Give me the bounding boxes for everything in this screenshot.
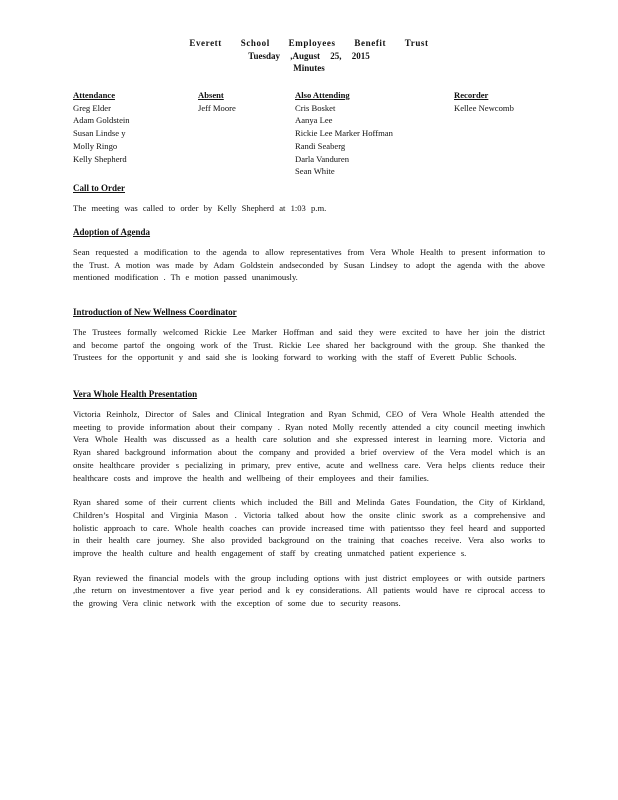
guest-name: Randi Seaberg <box>295 140 346 151</box>
guest-name: Rickie Lee Marker Hoffman <box>295 128 393 139</box>
recorder-column <box>454 89 514 114</box>
attendee-name: Adam Goldstein <box>73 115 130 126</box>
section-heading: Vera Whole Health Presentation <box>73 389 198 399</box>
section-call-to-order <box>73 182 545 215</box>
section-paragraph: Victoria Reinholz, Director of Sales and Clinical Integration and Ryan Schmid, CEO of Vera Whole Health attended the meeting to provide information about their company . Ryan noted Molly recently attended a city council meeting inwhich Vera Whole Health was discussed as a health care solution and she expressed interest in learning more. Victoria and Ryan shared background information about the company and provided a brief overview of the Vera model which is an onsite healthcare provider s pecializing in primary, prev entive, acute and wellness care. Vera helps clients reduce their healthcare costs and improve the health and wellbeing of their employees and their families. <box>73 409 545 483</box>
attendee-name: Molly Ringo <box>73 140 118 151</box>
attendance-heading: Attendance <box>73 90 116 100</box>
section-paragraph: The Trustees formally welcomed Rickie Lee Marker Hoffman and said they were excited to have her join the district and become partof the ongoing work of the Trust. Rickie Lee shared her background with the group. She thanked the Trustees for the opportunit y and said she is looking forward to working with the staff of Everett Public Schools. <box>73 327 545 363</box>
section-heading: Call to Order <box>73 183 125 193</box>
section-vera-presentation <box>73 388 545 610</box>
attendee-name: Susan Lindse y <box>73 128 126 139</box>
section-paragraph: Ryan reviewed the financial models with the group including options with just district employees or with outside partners ,the return on investmentover a five year period and k ey considerations. All patients would have re ciprocal access to the growing Vera clinic network with the exception of some due to security reasons. <box>73 572 545 609</box>
attendee-name: Kelly Shepherd <box>73 153 127 164</box>
section-paragraph: Sean requested a modification to the agenda to allow representatives from Vera Whole Health to present information to the Trust. A motion was made by Adam Goldstein andseconded by Susan Lindsey to adopt the agenda with the above mentioned modification . Th e motion passed unanimously. <box>73 247 545 283</box>
section-adoption-of-agenda <box>73 226 545 284</box>
document-header <box>0 37 618 75</box>
section-heading: Introduction of New Wellness Coordinator <box>73 307 237 317</box>
also-attending-column <box>295 89 393 178</box>
also-attending-heading: Also Attending <box>295 90 350 100</box>
absent-heading: Absent <box>198 90 224 100</box>
section-paragraph: The meeting was called to order by Kelly Shepherd at 1:03 p.m. <box>73 203 327 213</box>
document-title: Everett School Employees Benefit Trust <box>189 38 429 48</box>
section-wellness-coordinator <box>73 306 545 364</box>
section-heading: Adoption of Agenda <box>73 227 151 237</box>
guest-name: Darla Vanduren <box>295 153 350 164</box>
document-subtitle: Minutes <box>293 63 325 73</box>
absent-name: Jeff Moore <box>198 102 236 113</box>
attendance-column <box>73 89 130 165</box>
absent-column <box>198 89 236 114</box>
attendee-name: Greg Elder <box>73 102 111 113</box>
guest-name: Aanya Lee <box>295 115 333 126</box>
recorder-heading: Recorder <box>454 90 489 100</box>
guest-name: Cris Bosket <box>295 102 336 113</box>
meeting-date: Tuesday ,August 25, 2015 <box>248 50 370 61</box>
recorder-name: Kellee Newcomb <box>454 102 514 113</box>
section-paragraph: Ryan shared some of their current clients which included the Bill and Melinda Gates Foundation, the City of Kirkland, Children’s Hospital and Virginia Mason . Victoria talked about how the onsite clinic swork as a comprehensive and holistic approach to care. Whole health coaches can provide increased time with patientsso they feel heard and supported in their health care journey. She also provided background on the training that coaches receive. Vera also works to improve the health culture and health engagement of staff by creating unmatched patient experience s. <box>73 497 545 559</box>
guest-name: Sean White <box>295 166 335 177</box>
